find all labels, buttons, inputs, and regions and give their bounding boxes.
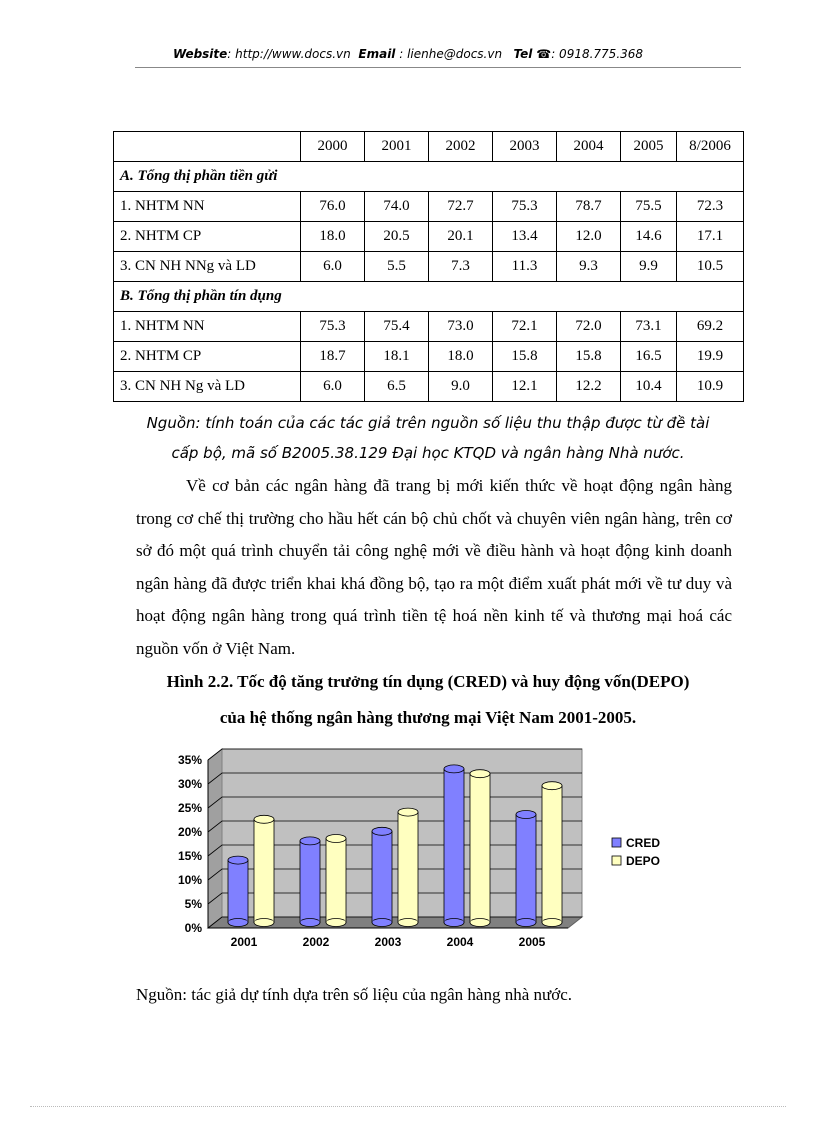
bar-cred-2002-top	[300, 837, 320, 845]
value-cell: 72.3	[677, 192, 744, 222]
value-cell: 9.9	[621, 252, 677, 282]
x-tick-label: 2001	[230, 935, 258, 949]
bar-cred-2004	[444, 769, 464, 923]
bar-cred-2001	[228, 860, 248, 922]
bar-depo-2001-top	[254, 815, 274, 823]
y-tick-label: 30%	[177, 777, 202, 791]
bar-cred-2004-top	[444, 765, 464, 773]
bar-cred-2002	[300, 841, 320, 923]
x-tick-label: 2004	[446, 935, 474, 949]
table-header-row	[114, 132, 744, 162]
year-header-cell: 8/2006	[677, 132, 744, 162]
year-header-cell: 2005	[621, 132, 677, 162]
y-tick-label: 10%	[177, 873, 202, 887]
bar-depo-2005-top	[542, 782, 562, 790]
value-cell: 73.0	[429, 312, 493, 342]
table-row	[114, 192, 744, 222]
value-cell: 72.7	[429, 192, 493, 222]
growth-bar-chart	[160, 748, 700, 958]
value-cell: 12.0	[557, 222, 621, 252]
value-cell: 11.3	[493, 252, 557, 282]
value-cell: 18.7	[301, 342, 365, 372]
bar-cred-2005-top	[516, 811, 536, 819]
value-cell: 76.0	[301, 192, 365, 222]
value-cell: 19.9	[677, 342, 744, 372]
year-header-cell: 2001	[365, 132, 429, 162]
bar-depo-2005	[542, 786, 562, 923]
table-corner-cell	[114, 132, 301, 162]
row-label: 1. NHTM NN	[114, 192, 301, 222]
y-tick-label: 15%	[177, 849, 202, 863]
value-cell: 5.5	[365, 252, 429, 282]
section-row	[114, 162, 744, 192]
table-source-line-2: cấp bộ, mã số B2005.38.129 Đại học KTQD và ngân hàng Nhà nước.	[171, 444, 685, 462]
table-row	[114, 372, 744, 402]
value-cell: 75.4	[365, 312, 429, 342]
footer-divider	[30, 1106, 786, 1107]
value-cell: 72.0	[557, 312, 621, 342]
value-cell: 75.3	[301, 312, 365, 342]
value-cell: 75.3	[493, 192, 557, 222]
market-share-table	[113, 131, 744, 402]
section-title: A. Tổng thị phần tiền gửi	[114, 162, 744, 192]
bar-depo-2004-top	[470, 770, 490, 778]
email-value[interactable]: : lienhe@docs.vn	[395, 47, 503, 61]
figure-caption-line-2: của hệ thống ngân hàng thương mại Việt Nam 2001-2005.	[219, 708, 637, 727]
bar-cred-2003	[372, 831, 392, 922]
legend-swatch-depo	[612, 856, 621, 865]
value-cell: 75.5	[621, 192, 677, 222]
year-header-cell: 2003	[493, 132, 557, 162]
value-cell: 9.3	[557, 252, 621, 282]
legend-label-cred: CRED	[626, 836, 661, 850]
tel-value: ☎: 0918.775.368	[536, 47, 644, 61]
bar-depo-2002-top	[326, 835, 346, 843]
bar-depo-2003	[398, 812, 418, 922]
value-cell: 15.8	[557, 342, 621, 372]
bar-depo-2003-joint	[399, 921, 418, 923]
year-header-cell: 2002	[429, 132, 493, 162]
table-source-note	[113, 408, 743, 468]
bar-depo-2002-joint	[327, 921, 346, 923]
value-cell: 6.0	[301, 372, 365, 402]
email-label: Email	[358, 47, 396, 61]
value-cell: 18.0	[429, 342, 493, 372]
value-cell: 12.1	[493, 372, 557, 402]
row-label: 3. CN NH Ng và LD	[114, 372, 301, 402]
header-divider	[135, 67, 741, 68]
value-cell: 10.9	[677, 372, 744, 402]
value-cell: 78.7	[557, 192, 621, 222]
table-row	[114, 222, 744, 252]
bar-cred-2002-joint	[301, 921, 320, 923]
table-row	[114, 252, 744, 282]
year-header-cell: 2000	[301, 132, 365, 162]
value-cell: 20.1	[429, 222, 493, 252]
bar-depo-2004-joint	[471, 921, 490, 923]
value-cell: 10.4	[621, 372, 677, 402]
x-tick-label: 2002	[302, 935, 330, 949]
chart-side-wall	[208, 749, 222, 928]
row-label: 1. NHTM NN	[114, 312, 301, 342]
row-label: 2. NHTM CP	[114, 342, 301, 372]
bar-depo-2001-joint	[255, 921, 274, 923]
legend-label-depo: DEPO	[626, 854, 661, 868]
bar-cred-2003-joint	[373, 921, 392, 923]
website-label: Website	[172, 47, 228, 61]
value-cell: 6.0	[301, 252, 365, 282]
bar-cred-2001-top	[228, 856, 248, 864]
bar-cred-2005	[516, 815, 536, 923]
year-header-cell: 2004	[557, 132, 621, 162]
row-label: 2. NHTM CP	[114, 222, 301, 252]
value-cell: 10.5	[677, 252, 744, 282]
bar-depo-2004	[470, 774, 490, 923]
value-cell: 16.5	[621, 342, 677, 372]
y-tick-label: 0%	[184, 921, 202, 935]
y-tick-label: 25%	[177, 801, 202, 815]
y-tick-label: 35%	[177, 753, 202, 767]
legend-swatch-cred	[612, 838, 621, 847]
value-cell: 72.1	[493, 312, 557, 342]
value-cell: 20.5	[365, 222, 429, 252]
value-cell: 12.2	[557, 372, 621, 402]
section-title: B. Tổng thị phần tín dụng	[114, 282, 744, 312]
section-row	[114, 282, 744, 312]
value-cell: 69.2	[677, 312, 744, 342]
chart-source-note: Nguồn: tác giả dự tính dựa trên số liệu của ngân hàng nhà nước.	[136, 985, 573, 1004]
value-cell: 73.1	[621, 312, 677, 342]
x-tick-label: 2005	[518, 935, 546, 949]
value-cell: 18.1	[365, 342, 429, 372]
figure-caption	[113, 664, 743, 736]
y-tick-label: 5%	[184, 897, 202, 911]
value-cell: 13.4	[493, 222, 557, 252]
bar-cred-2004-joint	[445, 921, 464, 923]
page-header	[0, 47, 816, 61]
x-tick-label: 2003	[374, 935, 402, 949]
website-value[interactable]: : http://www.docs.vn	[227, 47, 351, 61]
bar-cred-2005-joint	[517, 921, 536, 923]
y-tick-label: 20%	[177, 825, 202, 839]
body-paragraph: Về cơ bản các ngân hàng đã trang bị mới kiến thức về hoạt động ngân hàng trong cơ chế thị trường cho hầu hết cán bộ chủ chốt và chuyên viên ngân hàng, trên cơ sở đó một quá trình chuyển tải công nghệ mới về điều hành và hoạt động kinh doanh ngân hàng đã được triển khai khá đồng bộ, tạo ra một điểm xuất phát mới về tư duy và hoạt động ngân hàng trong quá trình tiền tệ hoá nền kinh tế và thương mại hoá các nguồn vốn ở Việt Nam.	[136, 476, 732, 658]
value-cell: 9.0	[429, 372, 493, 402]
value-cell: 18.0	[301, 222, 365, 252]
table-row	[114, 312, 744, 342]
tel-label: Tel	[513, 47, 533, 61]
value-cell: 74.0	[365, 192, 429, 222]
value-cell: 6.5	[365, 372, 429, 402]
value-cell: 7.3	[429, 252, 493, 282]
value-cell: 15.8	[493, 342, 557, 372]
bar-cred-2001-joint	[229, 921, 248, 923]
table-source-line-1: Nguồn: tính toán của các tác giả trên nguồn số liệu thu thập được từ đề tài	[146, 414, 710, 432]
row-label: 3. CN NH NNg và LD	[114, 252, 301, 282]
table-row	[114, 342, 744, 372]
table-body	[114, 132, 744, 402]
value-cell: 17.1	[677, 222, 744, 252]
bar-depo-2003-top	[398, 808, 418, 816]
bar-depo-2001	[254, 819, 274, 922]
bar-cred-2003-top	[372, 827, 392, 835]
figure-caption-line-1: Hình 2.2. Tốc độ tăng trưởng tín dụng (CRED) và huy động vốn(DEPO)	[166, 672, 690, 691]
bar-depo-2002	[326, 839, 346, 923]
bar-depo-2005-joint	[543, 921, 562, 923]
value-cell: 14.6	[621, 222, 677, 252]
